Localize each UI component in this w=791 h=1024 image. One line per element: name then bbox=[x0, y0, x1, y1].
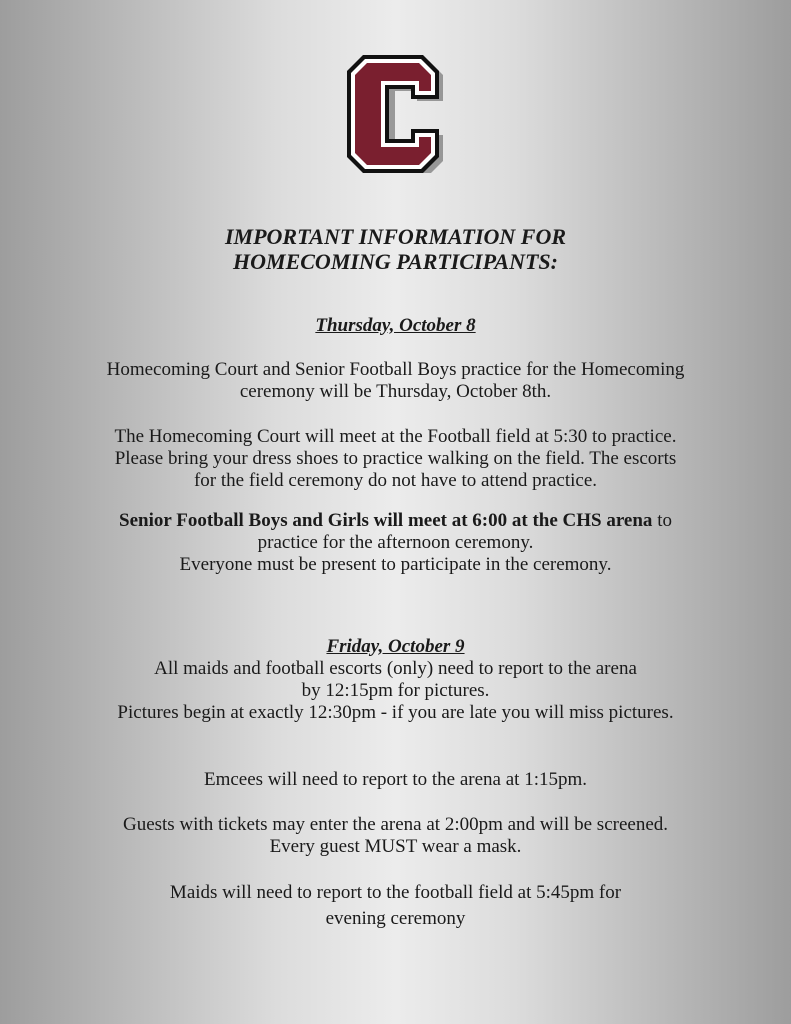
thursday-paragraph-2 bbox=[0, 426, 791, 492]
text-line: by 12:15pm for pictures. bbox=[301, 680, 490, 701]
text-line: Guests with tickets may enter the arena at 2:00pm and will be screened. bbox=[122, 814, 669, 835]
friday-heading: Friday, October 9 bbox=[326, 636, 465, 657]
friday-paragraph-3 bbox=[0, 814, 791, 858]
text-line: All maids and football escorts (only) need to report to the arena bbox=[154, 658, 637, 679]
text-line: Maids will need to report to the football field at 5:45pm for bbox=[169, 882, 622, 903]
text-line: ceremony will be Thursday, October 8th. bbox=[239, 381, 552, 402]
school-logo bbox=[343, 55, 443, 173]
text-line bbox=[0, 510, 791, 532]
text-line: Pictures begin at exactly 12:30pm - if you are late you will miss pictures. bbox=[117, 702, 674, 723]
bold-text: Senior Football Boys and Girls will meet at 6:00 at the CHS arena bbox=[119, 510, 653, 531]
text-span: to bbox=[652, 510, 672, 531]
text-line: Homecoming Court and Senior Football Boys practice for the Homecoming bbox=[106, 359, 685, 380]
text-line: practice for the afternoon ceremony. bbox=[257, 532, 534, 553]
friday-paragraph-1 bbox=[0, 658, 791, 724]
thursday-paragraph-3 bbox=[0, 510, 791, 576]
text-line: for the field ceremony do not have to attend practice. bbox=[193, 470, 598, 491]
thursday-heading: Thursday, October 8 bbox=[315, 315, 476, 336]
friday-paragraph-4 bbox=[0, 880, 791, 932]
thursday-paragraph-1 bbox=[0, 359, 791, 403]
text-line: Please bring your dress shoes to practice walking on the field. The escorts bbox=[114, 448, 677, 469]
text-line: evening ceremony bbox=[325, 908, 466, 929]
c-logo-icon bbox=[343, 55, 443, 173]
text-line: Every guest MUST wear a mask. bbox=[269, 836, 522, 857]
title-line-2: HOMECOMING PARTICIPANTS: bbox=[233, 249, 558, 274]
text-line: The Homecoming Court will meet at the Football field at 5:30 to practice. bbox=[114, 426, 677, 447]
friday-paragraph-2: Emcees will need to report to the arena at 1:15pm. bbox=[203, 769, 588, 790]
title-line-1: IMPORTANT INFORMATION FOR bbox=[224, 224, 567, 249]
text-line: Everyone must be present to participate in the ceremony. bbox=[179, 554, 612, 575]
